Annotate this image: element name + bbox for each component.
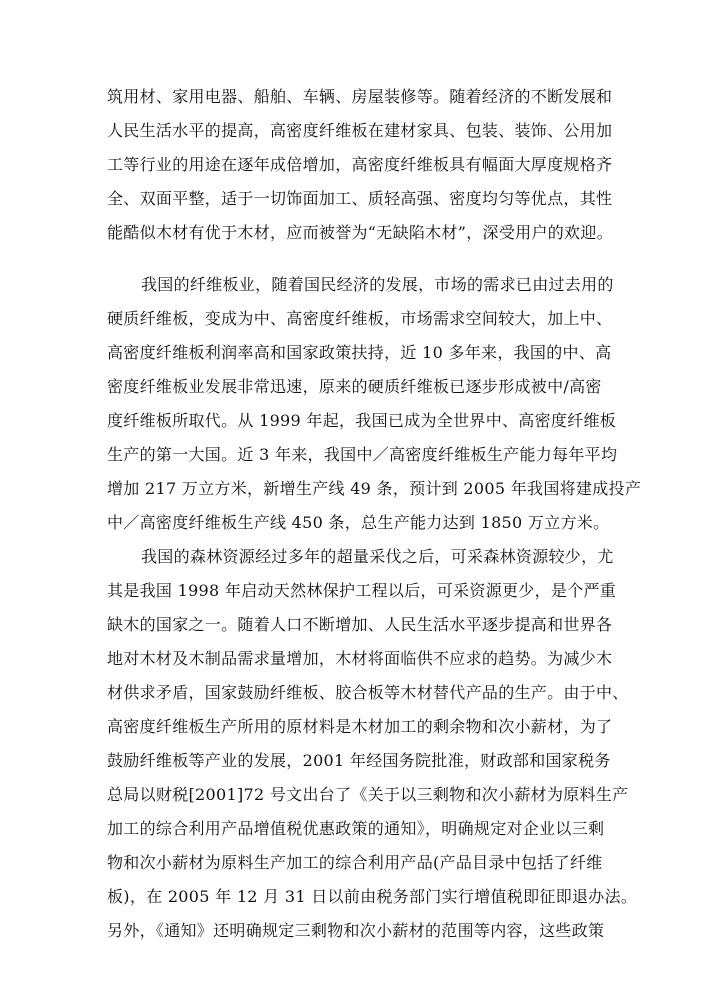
text-line: 地对木材及木制品需求量增加，木材将面临供不应求的趋势。为减少木 <box>107 649 613 668</box>
text-line: 我国的森林资源经过多年的超量采伐之后，可采森林资源较少，尤 <box>141 547 614 566</box>
text-line: 总局以财税[2001]72 号文出台了《关于以三剩物和次小薪材为原料生产 <box>107 785 629 804</box>
text-line: 其是我国 1998 年启动天然林保护工程以后，可采资源更少，是个严重 <box>107 581 617 600</box>
text-line: 度纤维板所取代。从 1999 年起，我国已成为全世界中、高密度纤维板 <box>107 411 617 430</box>
text-line: 中／高密度纤维板生产线 450 条，总生产能力达到 1850 万立方米。 <box>107 513 610 532</box>
text-line: 另外，《通知》还明确规定三剩物和次小薪材的范围等内容，这些政策 <box>107 921 605 940</box>
text-line: 硬质纤维板，变成为中、高密度纤维板，市场需求空间较大，加上中、 <box>107 309 613 328</box>
text-line: 密度纤维板业发展非常迅速，原来的硬质纤维板已逐步形成被中/高密 <box>107 377 602 396</box>
text-line: 人民生活水平的提高，高密度纤维板在建材家具、包装、装饰、公用加 <box>107 121 613 140</box>
text-line: 生产的第一大国。近 3 年来，我国中／高密度纤维板生产能力每年平均 <box>107 445 618 464</box>
text-line: 高密度纤维板利润率高和国家政策扶持，近 10 多年来，我国的中、高 <box>107 343 612 362</box>
text-line: 物和次小薪材为原料生产加工的综合利用产品(产品目录中包括了纤维 <box>107 853 603 872</box>
text-line: 能酷似木材有优于木材，应而被誉为“无缺陷木材”，深受用户的欢迎。 <box>107 223 613 242</box>
text-line: 缺木的国家之一。随着人口不断增加、人民生活水平逐步提高和世界各 <box>107 615 613 634</box>
text-line: 我国的纤维板业，随着国民经济的发展，市场的需求已由过去用的 <box>141 275 614 294</box>
text-line: 高密度纤维板生产所用的原材料是木材加工的剩余物和次小薪材，为了 <box>107 717 613 736</box>
text-line: 材供求矛盾，国家鼓励纤维板、胶合板等木材替代产品的生产。由于中、 <box>107 683 629 702</box>
text-line: 板)，在 2005 年 12 月 31 日以前由税务部门实行增值税即征即退办法。 <box>107 887 638 906</box>
text-line: 鼓励纤维板等产业的发展，2001 年经国务院批准，财政部和国家税务 <box>107 751 611 770</box>
text-line: 增加 217 万立方米，新增生产线 49 条，预计到 2005 年我国将建成投产 <box>107 479 642 498</box>
text-line: 筑用材、家用电器、船舶、车辆、房屋装修等。随着经济的不断发展和 <box>107 87 613 106</box>
text-line: 加工的综合利用产品增值税优惠政策的通知》，明确规定对企业以三剩 <box>107 819 605 838</box>
text-line: 工等行业的用途在逐年成倍增加，高密度纤维板具有幅面大厚度规格齐 <box>107 155 613 174</box>
text-line: 全、双面平整，适于一切饰面加工、质轻高强、密度均匀等优点，其性 <box>107 189 613 208</box>
